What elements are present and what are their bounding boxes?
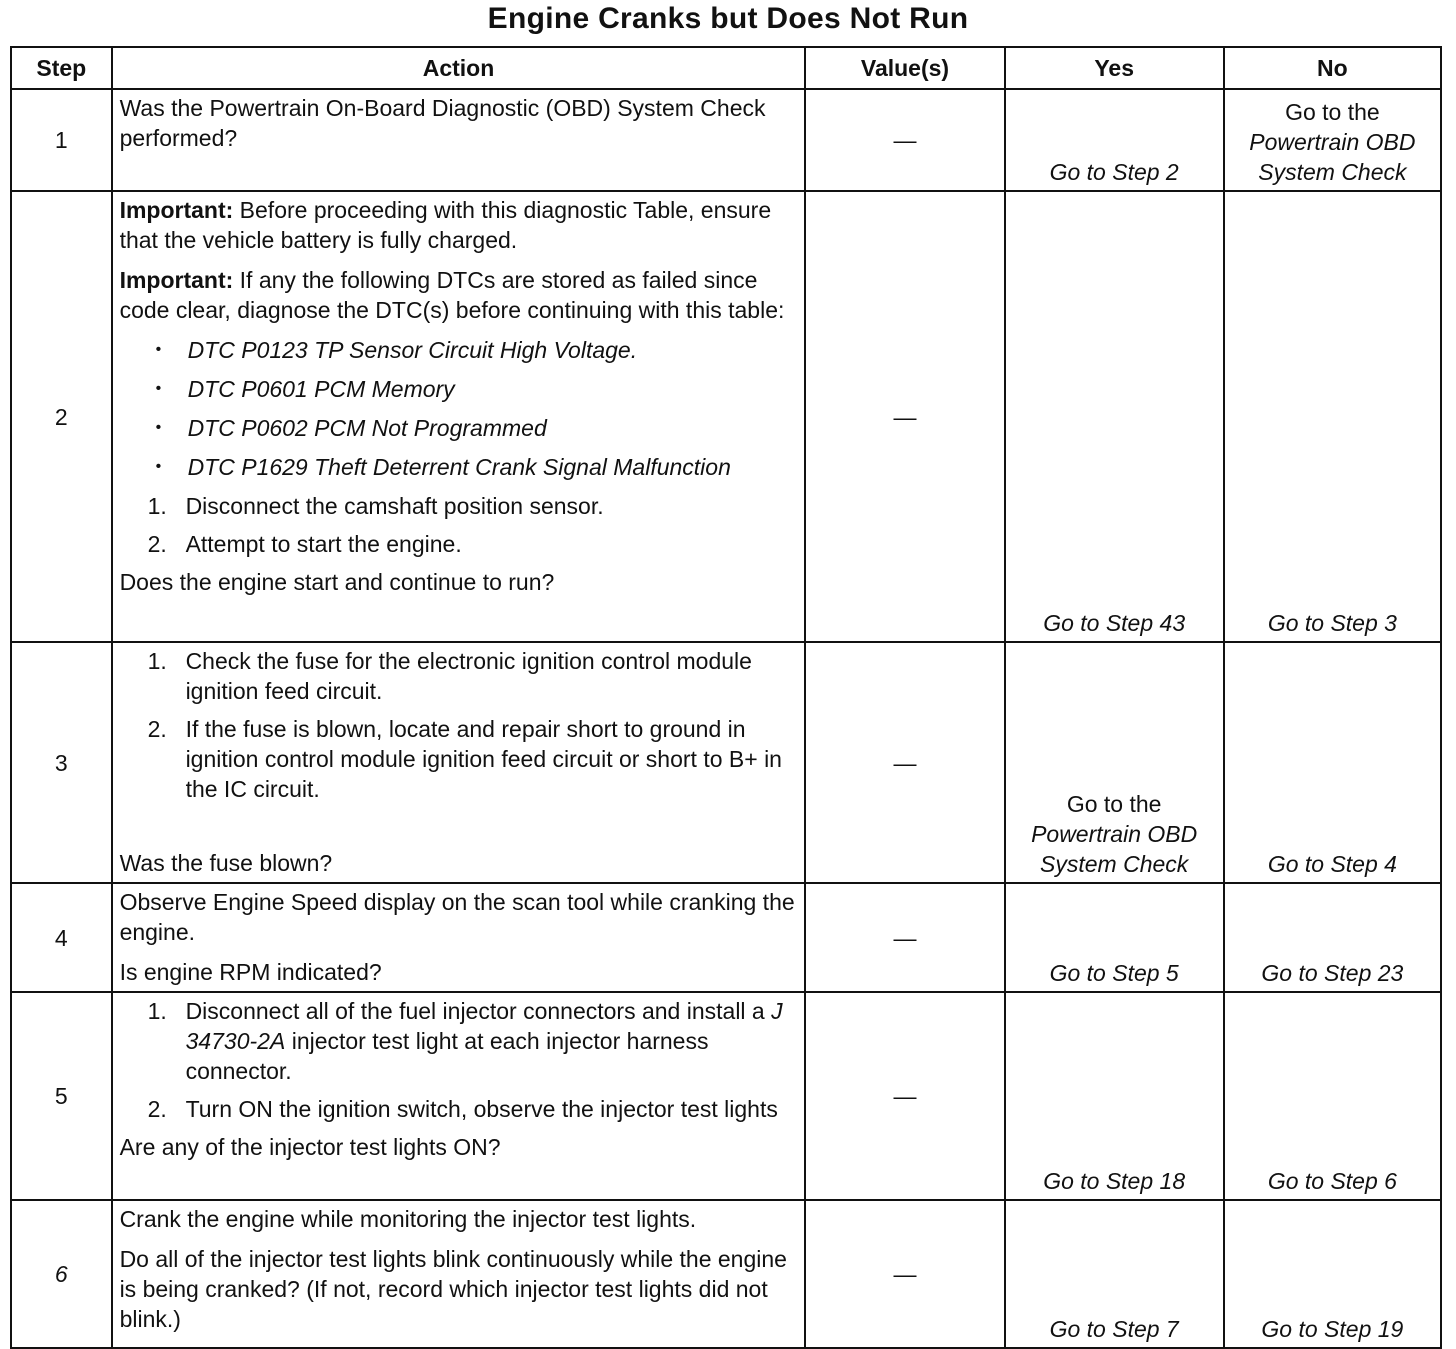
step-text: If the fuse is blown, locate and repair short to ground in ignition control module ignition feed circuit or short to B+ in the IC circuit. <box>185 716 782 802</box>
step-index: 2. <box>147 531 167 557</box>
page-title: Engine Cranks but Does Not Run <box>487 2 969 35</box>
question-text: Are any of the injector test lights ON? <box>119 1134 501 1160</box>
table-row <box>11 191 1441 642</box>
yes-cell: Go to Step 43 <box>1005 191 1224 642</box>
step-number: 4 <box>11 883 112 992</box>
no-cell: Go to Step 19 <box>1224 1200 1441 1348</box>
dtc-item: • DTC P0123 TP Sensor Circuit High Voltage. <box>120 335 799 365</box>
procedure-step <box>120 529 799 559</box>
procedure-step <box>120 714 799 804</box>
dtc-item: • DTC P0602 PCM Not Programmed <box>120 413 799 443</box>
value-cell: — <box>805 883 1004 992</box>
yes-cell <box>1005 642 1224 883</box>
no-cell: Go to Step 4 <box>1224 642 1441 883</box>
yes-cell: Go to Step 2 <box>1005 89 1224 191</box>
table-row <box>11 883 1441 992</box>
step-text: Disconnect all of the fuel injector connectors and install a <box>185 998 772 1024</box>
no-cell: Go to Step 23 <box>1224 883 1441 992</box>
action-cell <box>112 89 806 191</box>
header-action: Action <box>112 47 806 89</box>
procedure-step <box>120 1094 799 1124</box>
yes-target: Powertrain OBD System Check <box>1031 821 1198 877</box>
header-step: Step <box>11 47 112 89</box>
important-label: Important: <box>119 267 234 293</box>
step-number: 5 <box>11 992 112 1200</box>
important-label: Important: <box>119 197 234 223</box>
value-cell: — <box>805 1200 1004 1348</box>
no-cell: Go to Step 3 <box>1224 191 1441 642</box>
question-text: Is engine RPM indicated? <box>119 959 382 985</box>
header-no: No <box>1224 47 1441 89</box>
dtc-list <box>120 335 799 482</box>
value-cell: — <box>805 992 1004 1200</box>
value-cell: — <box>805 191 1004 642</box>
dtc-item: • DTC P0601 PCM Memory <box>120 374 799 404</box>
yes-cell: Go to Step 18 <box>1005 992 1224 1200</box>
step-text: Turn ON the ignition switch, observe the injector test lights <box>185 1096 778 1122</box>
action-cell <box>112 1200 806 1348</box>
table-header-row <box>11 47 1441 89</box>
step-text: injector test light at each injector harness connector. <box>185 1028 709 1084</box>
yes-cell: Go to Step 7 <box>1005 1200 1224 1348</box>
no-cell <box>1224 89 1441 191</box>
question-text: Was the fuse blown? <box>119 850 333 876</box>
table-row <box>11 1200 1441 1348</box>
no-cell: Go to Step 6 <box>1224 992 1441 1200</box>
step-text: Check the fuse for the electronic ignition control module ignition feed circuit. <box>185 648 752 704</box>
no-target: Powertrain OBD System Check <box>1249 129 1416 185</box>
step-text: Attempt to start the engine. <box>185 531 462 557</box>
important-text: If any the following DTCs are stored as failed since code clear, diagnose the DTC(s) before continuing with this table: <box>119 267 785 323</box>
important-text: Before proceeding with this diagnostic Table, ensure that the vehicle battery is fully charged. <box>119 197 772 253</box>
procedure-step <box>120 491 799 521</box>
procedure-list <box>120 996 799 1124</box>
no-prefix: Go to the <box>1285 99 1380 125</box>
step-number: 3 <box>11 642 112 883</box>
important-note <box>120 195 799 255</box>
yes-cell: Go to Step 5 <box>1005 883 1224 992</box>
question-text: Do all of the injector test lights blink continuously while the engine is being cranked? (If not, record which injector test lights did not blink.) <box>119 1246 787 1332</box>
action-text: Observe Engine Speed display on the scan tool while cranking the engine. <box>119 889 795 945</box>
diagnostic-table <box>10 46 1442 1349</box>
action-cell <box>112 191 806 642</box>
step-text: Disconnect the camshaft position sensor. <box>185 493 604 519</box>
procedure-list <box>120 491 799 559</box>
action-cell <box>112 992 806 1200</box>
table-row <box>11 992 1441 1200</box>
step-index: 1. <box>147 998 167 1024</box>
yes-prefix: Go to the <box>1066 791 1162 817</box>
action-cell <box>112 883 806 992</box>
header-yes: Yes <box>1005 47 1224 89</box>
procedure-list <box>120 646 799 804</box>
value-cell: — <box>805 89 1004 191</box>
step-index: 2. <box>147 716 167 742</box>
header-values: Value(s) <box>805 47 1004 89</box>
action-text: Was the Powertrain On-Board Diagnostic (OBD) System Check performed? <box>119 95 766 151</box>
step-index: 1. <box>147 648 167 674</box>
step-index: 1. <box>147 493 167 519</box>
dtc-item: • DTC P1629 Theft Deterrent Crank Signal Malfunction <box>120 452 799 482</box>
question-text: Does the engine start and continue to run? <box>119 569 555 595</box>
procedure-step <box>120 646 799 706</box>
action-text: Crank the engine while monitoring the injector test lights. <box>119 1206 697 1232</box>
tool-name: J 34730-2A <box>185 998 783 1054</box>
step-number: 2 <box>11 191 112 642</box>
table-row <box>11 89 1441 191</box>
step-index: 2. <box>147 1096 167 1122</box>
procedure-step <box>120 996 799 1086</box>
value-cell: — <box>805 642 1004 883</box>
step-number: 1 <box>11 89 112 191</box>
table-row <box>11 642 1441 883</box>
action-cell <box>112 642 806 883</box>
step-number: 6 <box>11 1200 112 1348</box>
important-note <box>120 265 799 325</box>
